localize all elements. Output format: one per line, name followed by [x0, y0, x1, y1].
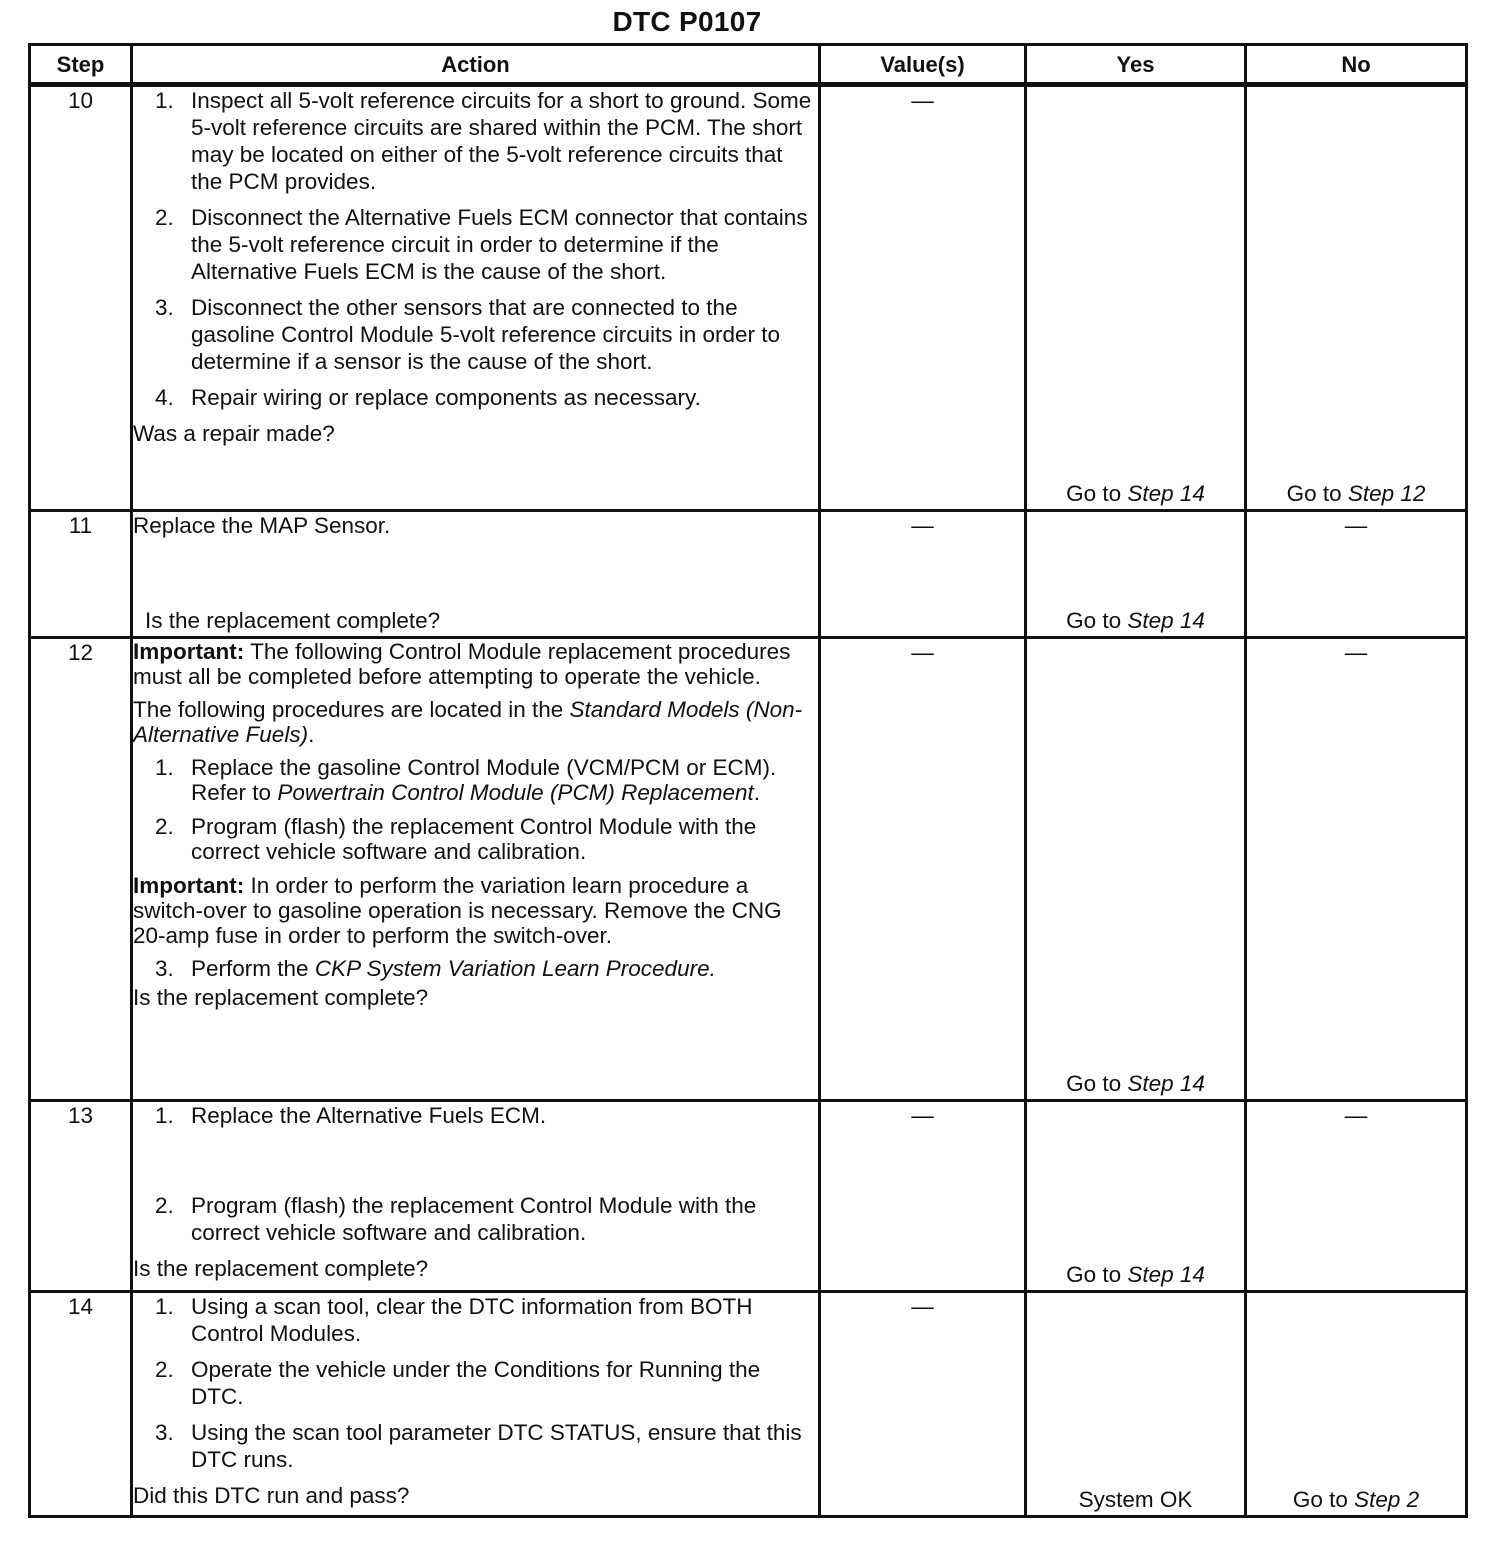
list-item: [133, 1356, 818, 1410]
item-number: 1.: [155, 755, 174, 780]
table-row-step-13: [30, 1101, 1467, 1292]
item-reference: CKP System Variation Learn Procedure.: [314, 956, 716, 981]
important-text: In order to perform the variation learn procedure a switch-over to gasoline operation is necessary. Remove the CNG 20-amp fuse in order to perform the switch-over.: [133, 873, 782, 948]
table-row-step-10: [30, 85, 1467, 511]
list-item: [133, 1192, 818, 1246]
yes-cell: [1026, 638, 1246, 1101]
goto-prefix: Go to: [1066, 1071, 1122, 1096]
important-text: The following Control Module replacement procedures must all be completed before attempting to operate the vehicle.: [133, 639, 791, 689]
step-reference: Step 14: [1127, 481, 1205, 506]
item-number: 1.: [155, 1103, 174, 1128]
yes-cell: [1026, 1101, 1246, 1292]
list-item: [133, 956, 818, 981]
list-item: [133, 1102, 818, 1129]
location-text: The following procedures are located in the: [133, 697, 564, 722]
item-text: Operate the vehicle under the Conditions for Running the DTC.: [191, 1357, 761, 1409]
item-reference: Powertrain Control Module (PCM) Replacement: [277, 780, 754, 805]
action-cell: [132, 511, 820, 638]
item-number: 4.: [155, 385, 174, 410]
item-number: 3.: [155, 295, 174, 320]
header-no: No: [1246, 45, 1467, 85]
table-row-step-12: [30, 638, 1467, 1101]
no-cell: [1246, 1292, 1467, 1517]
value-cell: —: [820, 511, 1026, 638]
goto-prefix: Go to: [1066, 1262, 1122, 1287]
value-cell: —: [820, 1292, 1026, 1517]
goto-prefix: Go to: [1286, 481, 1342, 506]
item-text: Disconnect the Alternative Fuels ECM connector that contains the 5-volt reference circuit in order to determine if the Alternative Fuels ECM is the cause of the short.: [191, 205, 808, 284]
list-item: [133, 814, 818, 864]
item-text: Program (flash) the replacement Control Module with the correct vehicle software and calibration.: [191, 1193, 757, 1245]
item-number: 2.: [155, 205, 174, 230]
important-note: [133, 639, 818, 689]
no-cell: —: [1246, 638, 1467, 1101]
list-item: [133, 384, 818, 411]
item-end: .: [753, 780, 761, 805]
item-text: Program (flash) the replacement Control Module with the correct vehicle software and calibration.: [191, 814, 757, 864]
list-item: [133, 294, 818, 375]
important-note: [133, 873, 818, 948]
header-step: Step: [30, 45, 132, 85]
table-row-step-11: [30, 511, 1467, 638]
question-text: Is the replacement complete?: [133, 985, 429, 1010]
list-item: [133, 1293, 818, 1347]
item-number: 2.: [155, 1357, 174, 1382]
item-text: Using a scan tool, clear the DTC information from BOTH Control Modules.: [191, 1294, 753, 1346]
item-text: Using the scan tool parameter DTC STATUS, ensure that this DTC runs.: [191, 1420, 802, 1472]
location-reference: Standard Models (Non-Alternative Fuels): [133, 697, 803, 747]
system-ok-text: System OK: [1078, 1487, 1193, 1512]
yes-cell: [1026, 1292, 1246, 1517]
list-item: [133, 755, 818, 805]
step-reference: Step 14: [1127, 608, 1205, 633]
procedure-location: [133, 697, 818, 747]
yes-cell: [1026, 511, 1246, 638]
yes-cell: [1026, 85, 1246, 511]
goto-prefix: Go to: [1066, 608, 1122, 633]
value-cell: —: [820, 1101, 1026, 1292]
question-text: Did this DTC run and pass?: [133, 1483, 410, 1508]
table-row-step-14: [30, 1292, 1467, 1517]
step-reference: Step 2: [1354, 1487, 1420, 1512]
step-number: 13: [30, 1101, 132, 1292]
step-number: 11: [30, 511, 132, 638]
step-number: 14: [30, 1292, 132, 1517]
item-number: 1.: [155, 88, 174, 113]
header-action: Action: [132, 45, 820, 85]
step-reference: Step 14: [1127, 1071, 1205, 1096]
question-text: Is the replacement complete?: [133, 1256, 429, 1281]
item-text: Replace the gasoline Control Module (VCM/PCM or ECM). Refer to: [191, 755, 777, 805]
header-yes: Yes: [1026, 45, 1246, 85]
value-cell: —: [820, 638, 1026, 1101]
dtc-table: [28, 43, 1468, 1518]
item-text: Repair wiring or replace components as necessary.: [191, 385, 701, 410]
no-cell: —: [1246, 1101, 1467, 1292]
no-cell: —: [1246, 511, 1467, 638]
important-label: Important:: [133, 873, 245, 898]
step-reference: Step 14: [1127, 1262, 1205, 1287]
list-item: [133, 87, 818, 195]
step-reference: Step 12: [1347, 481, 1426, 506]
header-row: [30, 45, 1467, 85]
action-cell: [132, 1101, 820, 1292]
question-text: Is the replacement complete?: [145, 608, 441, 633]
list-item: [133, 204, 818, 285]
goto-prefix: Go to: [1066, 481, 1122, 506]
important-label: Important:: [133, 639, 245, 664]
action-text: Replace the MAP Sensor.: [133, 513, 391, 538]
value-cell: —: [820, 85, 1026, 511]
location-end: .: [308, 722, 315, 747]
list-item: [133, 1419, 818, 1473]
step-number: 12: [30, 638, 132, 1101]
item-number: 1.: [155, 1294, 174, 1319]
item-text: Replace the Alternative Fuels ECM.: [191, 1103, 547, 1128]
action-cell: [132, 638, 820, 1101]
step-number: 10: [30, 85, 132, 511]
action-cell: [132, 85, 820, 511]
page-title: DTC P0107: [612, 6, 762, 37]
item-number: 3.: [155, 956, 174, 981]
header-values: Value(s): [820, 45, 1026, 85]
no-cell: [1246, 85, 1467, 511]
item-number: 2.: [155, 1193, 174, 1218]
item-number: 3.: [155, 1420, 174, 1445]
item-text: Inspect all 5-volt reference circuits for a short to ground. Some 5-volt reference circuits are shared within the PCM. The short may be located on either of the 5-volt reference circuits that the PCM provides.: [191, 88, 812, 194]
item-number: 2.: [155, 814, 174, 839]
item-text: Disconnect the other sensors that are connected to the gasoline Control Module 5-volt reference circuits in order to determine if a sensor is the cause of the short.: [191, 295, 781, 374]
question-text: Was a repair made?: [133, 421, 335, 446]
action-cell: [132, 1292, 820, 1517]
goto-prefix: Go to: [1292, 1487, 1348, 1512]
item-text: Perform the: [191, 956, 309, 981]
